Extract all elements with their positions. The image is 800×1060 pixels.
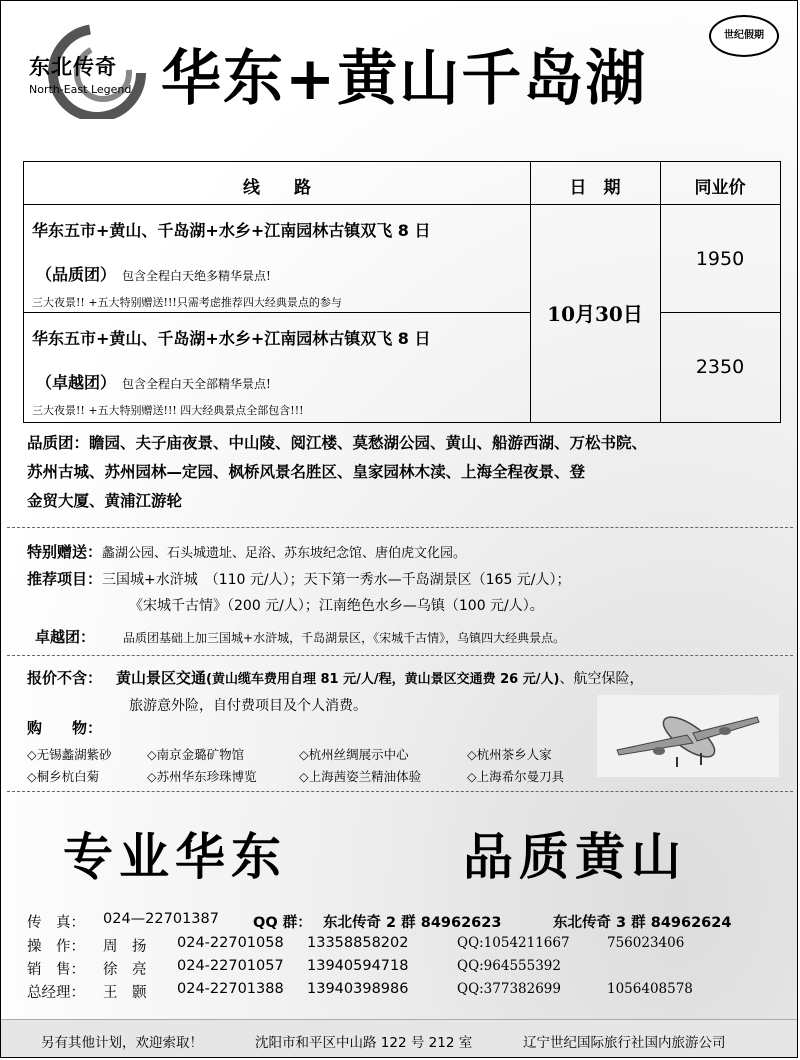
contact-qq-alt: 756023406 bbox=[607, 935, 685, 951]
qq-group-3: 东北传奇 3 群 84962624 bbox=[553, 915, 732, 931]
contact-name: 王 颢 bbox=[103, 985, 147, 1001]
recommended-items-line2: 《宋城千古情》（200 元/人）；江南绝色水乡—乌镇（100 元/人）。 bbox=[129, 598, 544, 614]
price-excludes: 报价不含： 黄山景区交通(黄山缆车费用自理 81 元/人/程，黄山景区交通费 26 元/人)、航空保险， bbox=[27, 669, 644, 687]
page-title: 华东+黄山千岛湖 bbox=[161, 44, 648, 114]
shop-item: ◇无锡蠡湖紫砂 bbox=[27, 747, 112, 762]
shop-item: ◇上海希尔曼刀具 bbox=[467, 769, 565, 784]
recommended-items: 推荐项目：三国城+水浒城 （110 元/人）；天下第一秀水—千岛湖景区（165 元/人）； bbox=[27, 570, 571, 588]
special-gifts: 特别赠送：蠡湖公园、石头城遗址、足浴、苏东坡纪念馆、唐伯虎文化园。 bbox=[27, 543, 467, 561]
contact-role: 操 作： bbox=[27, 939, 85, 955]
route-note: 三大夜景!! +五大特别赠送!!! 四大经典景点全部包含!!! bbox=[32, 404, 304, 417]
excellence-group: 卓越团： 品质团基础上加三国城+水浒城，千岛湖景区，《宋城千古情》，乌镇四大经典景点。 bbox=[35, 628, 566, 646]
header-date: 日 期 bbox=[569, 178, 621, 198]
shop-item: ◇上海茜姿兰精油体验 bbox=[299, 769, 422, 784]
airplane-icon bbox=[597, 695, 779, 777]
route-tier: （品质团） 包含全程白天绝多精华景点! bbox=[36, 265, 271, 284]
route-name: 华东五市+黄山、千岛湖+水乡+江南园林古镇双飞 8 日 bbox=[32, 221, 431, 240]
contact-name: 徐 亮 bbox=[103, 962, 147, 978]
header-price: 同业价 bbox=[694, 178, 746, 198]
price-excludes-line2: 旅游意外险，自付费项目及个人消费。 bbox=[129, 698, 367, 714]
departure-date: 10月30日 bbox=[547, 302, 643, 326]
slogan-right: 品质黄山 bbox=[463, 828, 687, 886]
shop-item: ◇杭州茶乡人家 bbox=[467, 747, 552, 762]
logo-english-name: North-East Legend bbox=[29, 83, 132, 96]
company-logo bbox=[27, 23, 151, 119]
shop-item: ◇桐乡杭白菊 bbox=[27, 769, 100, 784]
footer-address: 沈阳市和平区中山路 122 号 212 室 bbox=[255, 1035, 473, 1051]
contact-name: 周 扬 bbox=[103, 939, 147, 955]
fax-label: 传 真： bbox=[27, 915, 85, 931]
shopping-label: 购 物： bbox=[27, 719, 103, 737]
contact-phone: 024-22701058 bbox=[177, 935, 284, 951]
fax-number: 024—22701387 bbox=[103, 911, 219, 927]
contact-phone: 024-22701057 bbox=[177, 958, 284, 974]
contact-role: 销 售： bbox=[27, 962, 85, 978]
route-price: 1950 bbox=[695, 248, 745, 270]
contact-role: 总经理： bbox=[27, 985, 85, 1001]
contact-qq: QQ:964555392 bbox=[457, 958, 561, 974]
route-table bbox=[23, 161, 781, 423]
slogan-left: 专业华东 bbox=[63, 828, 287, 886]
contact-mobile: 13940398986 bbox=[307, 981, 409, 997]
contact-mobile: 13940594718 bbox=[307, 958, 409, 974]
route-price: 2350 bbox=[695, 356, 745, 378]
qq-group-label: QQ 群： bbox=[253, 915, 312, 931]
route-tier: （卓越团） 包含全程白天全部精华景点! bbox=[36, 373, 271, 392]
footer-company: 辽宁世纪国际旅行社国内旅游公司 bbox=[523, 1035, 726, 1051]
quality-group-itinerary: 品质团：瞻园、夫子庙夜景、中山陵、阅江楼、莫愁湖公园、黄山、船游西湖、万松书院、 苏州古城、苏州园林—定园、枫桥风景名胜区、皇家园林木渎、上海全程夜景、登 金贸大厦、黄浦江游轮 bbox=[27, 434, 648, 510]
shop-item: ◇南京金璐矿物馆 bbox=[147, 747, 245, 762]
contact-qq: QQ:1054211667 bbox=[457, 935, 570, 951]
qq-group-2: 东北传奇 2 群 84962623 bbox=[323, 915, 502, 931]
quality-group-label: 品质团： bbox=[27, 434, 90, 452]
contact-qq: QQ:377382699 bbox=[457, 981, 561, 997]
contact-qq-alt: 1056408578 bbox=[607, 981, 693, 997]
route-name: 华东五市+黄山、千岛湖+水乡+江南园林古镇双飞 8 日 bbox=[32, 329, 431, 348]
contact-phone: 024-22701388 bbox=[177, 981, 284, 997]
shop-item: ◇杭州丝绸展示中心 bbox=[299, 747, 409, 762]
shop-item: ◇苏州华东珍珠博览 bbox=[147, 769, 257, 784]
logo-chinese-name: 东北传奇 bbox=[29, 55, 117, 79]
brand-badge: 世纪假期 bbox=[709, 15, 779, 57]
header-route: 线 路 bbox=[243, 178, 311, 198]
contact-mobile: 13358858202 bbox=[307, 935, 409, 951]
route-note: 三大夜景!! +五大特别赠送!!!只需考虑推荐四大经典景点的参与 bbox=[32, 296, 342, 309]
footer bbox=[1, 1019, 798, 1058]
footer-note: 另有其他计划，欢迎索取！ bbox=[41, 1035, 203, 1051]
